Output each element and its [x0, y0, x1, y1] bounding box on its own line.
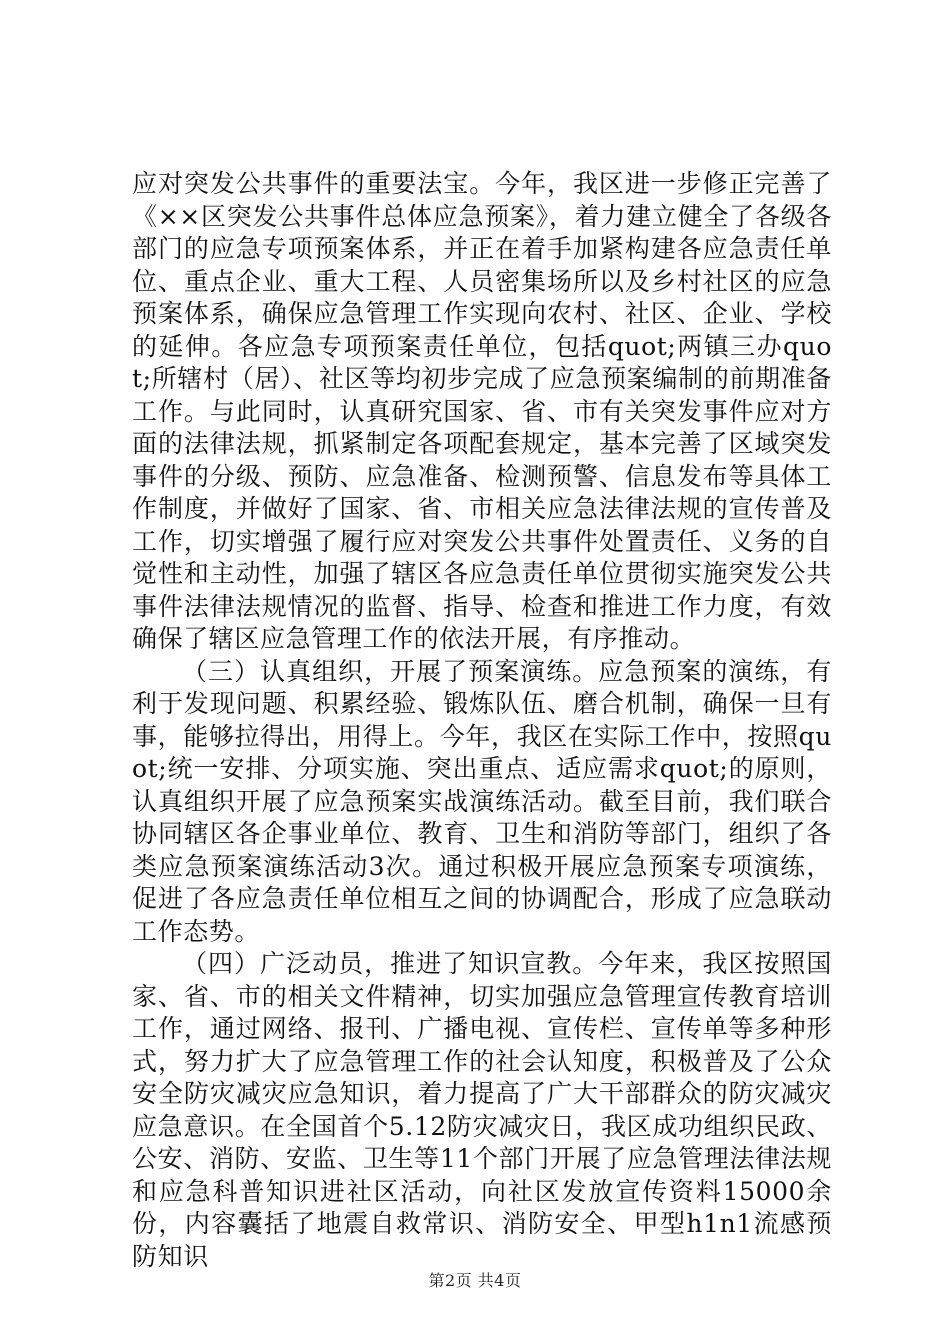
page-footer [0, 1268, 950, 1291]
paragraph-section-four: （四）广泛动员，推进了知识宣教。今年来，我区按照国家、省、市的相关文件精神，切实加强应急管理宣传教育培训工作，通过网络、报刊、广播电视、宣传栏、宣传单等多种形式，努力扩大了应急管理工作的社会认知度，积极普及了公众安全防灾减灾应急知识，着力提高了广大干部群众的防灾减灾应急意识。在全国首个5.12防灾减灾日，我区成功组织民政、公安、消防、安监、卫生等11个部门开展了应急管理法律法规和应急科普知识进社区活动，向社区发放宣传资料15000余份，内容囊括了地震自救常识、消防安全、甲型h1n1流感预防知识 [132, 949, 832, 1271]
document-body [132, 168, 832, 1273]
paragraph-section-three: （三）认真组织，开展了预案演练。应急预案的演练，有利于发现问题、积累经验、锻炼队伍、磨合机制，确保一旦有事，能够拉得出，用得上。今年，我区在实际工作中，按照quot;统一安排、分项实施、突出重点、适应需求quot;的原则，认真组织开展了应急预案实战演练活动。截至目前，我们联合协同辖区各企事业单位、教育、卫生和消防等部门，组织了各类应急预案演练活动3次。通过积极开展应急预案专项演练，促进了各应急责任单位相互之间的协调配合，形成了应急联动工作态势。 [132, 656, 832, 946]
paragraph-continuation: 应对突发公共事件的重要法宝。今年，我区进一步修正完善了《××区突发公共事件总体应急预案》，着力建立健全了各级各部门的应急专项预案体系，并正在着手加紧构建各应急责任单位、重点企业、重大工程、人员密集场所以及乡村社区的应急预案体系，确保应急管理工作实现向农村、社区、企业、学校的延伸。各应急专项预案责任单位，包括quot;两镇三办quot;所辖村（居）、社区等均初步完成了应急预案编制的前期准备工作。与此同时，认真研究国家、省、市有关突发事件应对方面的法律法规，抓紧制定各项配套规定，基本完善了区域突发事件的分级、预防、应急准备、检测预警、信息发布等具体工作制度，并做好了国家、省、市相关应急法律法规的宣传普及工作，切实增强了履行应对突发公共事件处置责任、义务的自觉性和主动性，加强了辖区各应急责任单位贯彻实施突发公共事件法律法规情况的监督、指导、检查和推进工作力度，有效确保了辖区应急管理工作的依法开展，有序推动。 [132, 169, 832, 653]
page-number-label: 第2页 共4页 [428, 1271, 522, 1290]
